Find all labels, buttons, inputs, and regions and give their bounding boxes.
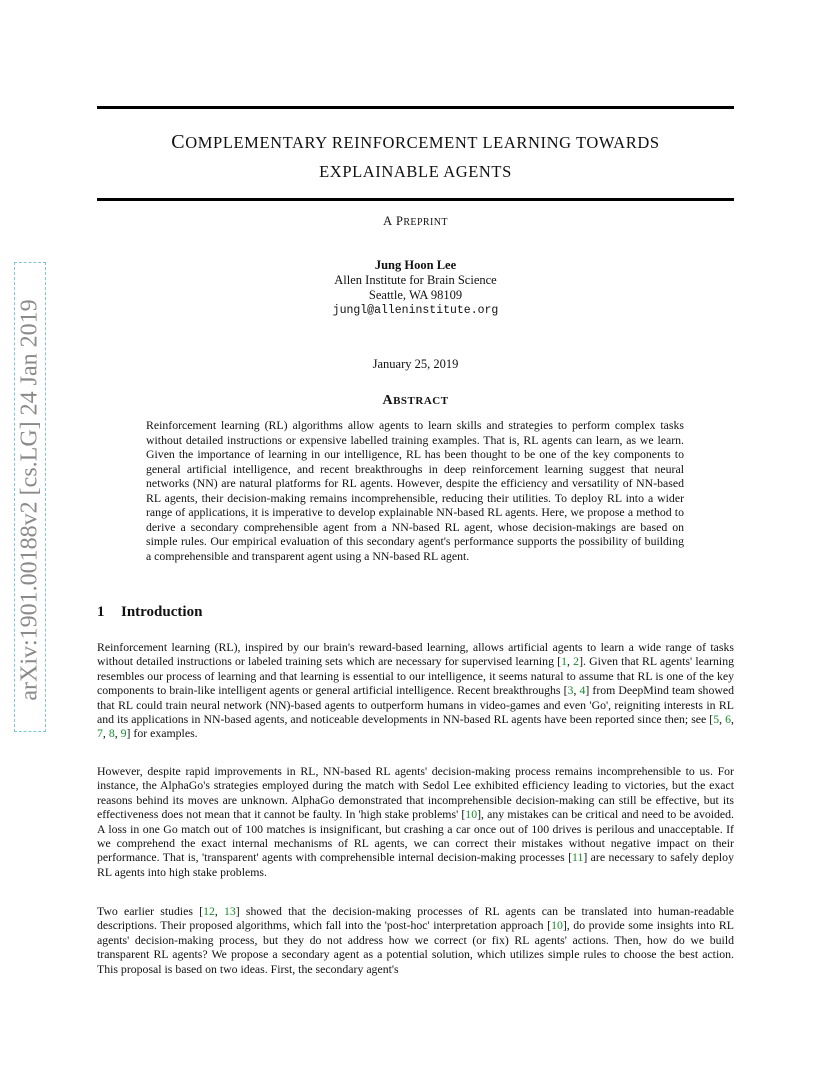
title-rule-bottom — [97, 198, 734, 201]
paragraph-text: , — [731, 712, 734, 727]
citation-link[interactable]: 11 — [572, 850, 584, 865]
citation-link[interactable]: 8 — [108, 726, 115, 741]
paragraph-text: ] from DeepMind team showed that RL could train neural network (NN)-based agents to outperform humans in video-games and even 'Go', reigniting interests in RL and its applications in NN-based agents, and noticeable developments in NN-based RL agents have been reported since then; see [ — [97, 683, 734, 727]
citation-link[interactable]: 12 — [203, 904, 215, 918]
citation-link[interactable]: 13 — [224, 904, 236, 918]
paragraph-text: ], any mistakes can be critical and need to be avoided. A loss in one Go match out of 100 matches is insignificant, but crashing a car once out of 100 drives is perilous and unacceptable. If we comprehend the exact internal mechanisms of RL agents, we can correct their mistakes without negative impact on their performance. That is, 'transparent' agents with comprehensible internal decision-making processes [ — [97, 807, 735, 865]
abstract-heading: ABSTRACT — [382, 393, 449, 408]
citation-link[interactable]: 10 — [551, 918, 563, 933]
author-block — [97, 258, 734, 318]
preprint-label: A PREPRINT — [383, 214, 448, 228]
paragraph-text: , — [114, 726, 121, 741]
paragraph-text: , — [102, 726, 109, 741]
title-rule-top — [97, 106, 734, 109]
paragraph-text: ], do provide some insights into RL agents' decision-making process, but they do not address how we correct (or fix) RL agents' actions. Then, how do we build transparent RL agents? We propose a secondary agent as a potential solution, which utilizes simple rules to choose the best action. This proposal is based on two ideas. First, the secondary agent's — [97, 918, 734, 976]
citation-link[interactable]: 3 — [567, 683, 574, 698]
paragraph-text: However, despite rapid improvements in RL, NN-based RL agents' decision-making process remains incomprehensible to us. For instance, the AlphaGo's strategies employed during the match with Sedol Lee exhibited efficiency leading to victories, but the exact reasons behind its moves are unknown. AlphaGo demonstrated that incomprehensible decision-making can still be effective, but its effectiveness does not mean that it cannot be faulty. In 'high stake problems' [ — [97, 764, 734, 822]
paragraph-text: ]. Given that RL agents' learning resembles our process of learning and that learning is essential to our intelligence, it seems natural to assume that RL is one of the key components to brain-like intelligent agents or general artificial intelligence. Recent breakthroughs [ — [97, 654, 734, 698]
arxiv-identifier-text: arXiv:1901.00188v2 [cs.LG] 24 Jan 2019 — [16, 299, 43, 701]
citation-link[interactable]: 2 — [573, 654, 580, 669]
paragraph-text: , — [567, 654, 574, 669]
author-address: Seattle, WA 98109 — [368, 288, 463, 302]
author-email[interactable]: jungl@alleninstitute.org — [332, 304, 499, 317]
paper-title-line-2: EXPLAINABLE AGENTS — [319, 162, 512, 181]
paragraph-text: , — [573, 683, 580, 698]
paper-title-line-1: COMPLEMENTARY REINFORCEMENT LEARNING TOWARDS — [171, 131, 660, 153]
abstract-text: Reinforcement learning (RL) algorithms allow agents to learn skills and strategies to perform complex tasks without detailed instructions or expensive labelled training examples. That is, RL agents can learn, as we learn. Given the importance of learning in our intelligence, RL has been thought to be one of the key components to general artificial intelligence, and recent breakthroughs in deep reinforcement learning suggest that neural networks (NN) are natural platforms for RL agents. However, despite the efficiency and versatility of NN-based RL agents, their decision-making remains incomprehensible, reducing their utilities. To deploy RL into a wider range of applications, it is imperative to develop explainable NN-based RL agents. Here, we propose a method to derive a secondary comprehensible agent from a NN-based RL agent, whose decision-makings are based on simple rules. Our empirical evaluation of this secondary agent's performance supports the possibility of building a comprehensible and transparent agent using a NN-based RL agent. — [146, 418, 684, 563]
intro-paragraph-2 — [97, 764, 734, 879]
citation-link[interactable]: 9 — [120, 726, 127, 741]
paragraph-text: , — [214, 904, 224, 918]
citation-link[interactable]: 6 — [725, 712, 732, 727]
intro-paragraph-1 — [97, 640, 734, 741]
citation-link[interactable]: 10 — [465, 807, 478, 822]
section-heading-introduction — [97, 604, 202, 621]
citation-link[interactable]: 7 — [97, 726, 103, 741]
citation-link[interactable]: 1 — [561, 654, 568, 669]
paper-date: January 25, 2019 — [372, 357, 459, 371]
author-name: Jung Hoon Lee — [374, 258, 457, 272]
paragraph-text: Two earlier studies [ — [97, 904, 204, 918]
paragraph-text: , — [719, 712, 726, 727]
paper-title — [97, 128, 734, 186]
paragraph-text: Reinforcement learning (RL), inspired by our brain's reward-based learning, allows artificial agents to learn a wide range of tasks without detailed instructions or labeled training sets which are necessary for supervised learning [ — [97, 640, 734, 669]
paragraph-text: ] are necessary to safely deploy RL agents into high stake problems. — [97, 850, 734, 879]
paragraph-text: ] for examples. — [126, 726, 198, 741]
section-title: Introduction — [121, 604, 203, 620]
citation-link[interactable]: 4 — [579, 683, 586, 698]
citation-link[interactable]: 5 — [713, 712, 720, 727]
author-affiliation: Allen Institute for Brain Science — [334, 273, 497, 287]
paragraph-text: ] showed that the decision-making processes of RL agents can be translated into human-readable descriptions. Their proposed algorithms, which fall into the 'post-hoc' interpretation approach [ — [97, 904, 735, 933]
section-number: 1 — [97, 604, 105, 620]
intro-paragraph-3 — [97, 904, 734, 976]
